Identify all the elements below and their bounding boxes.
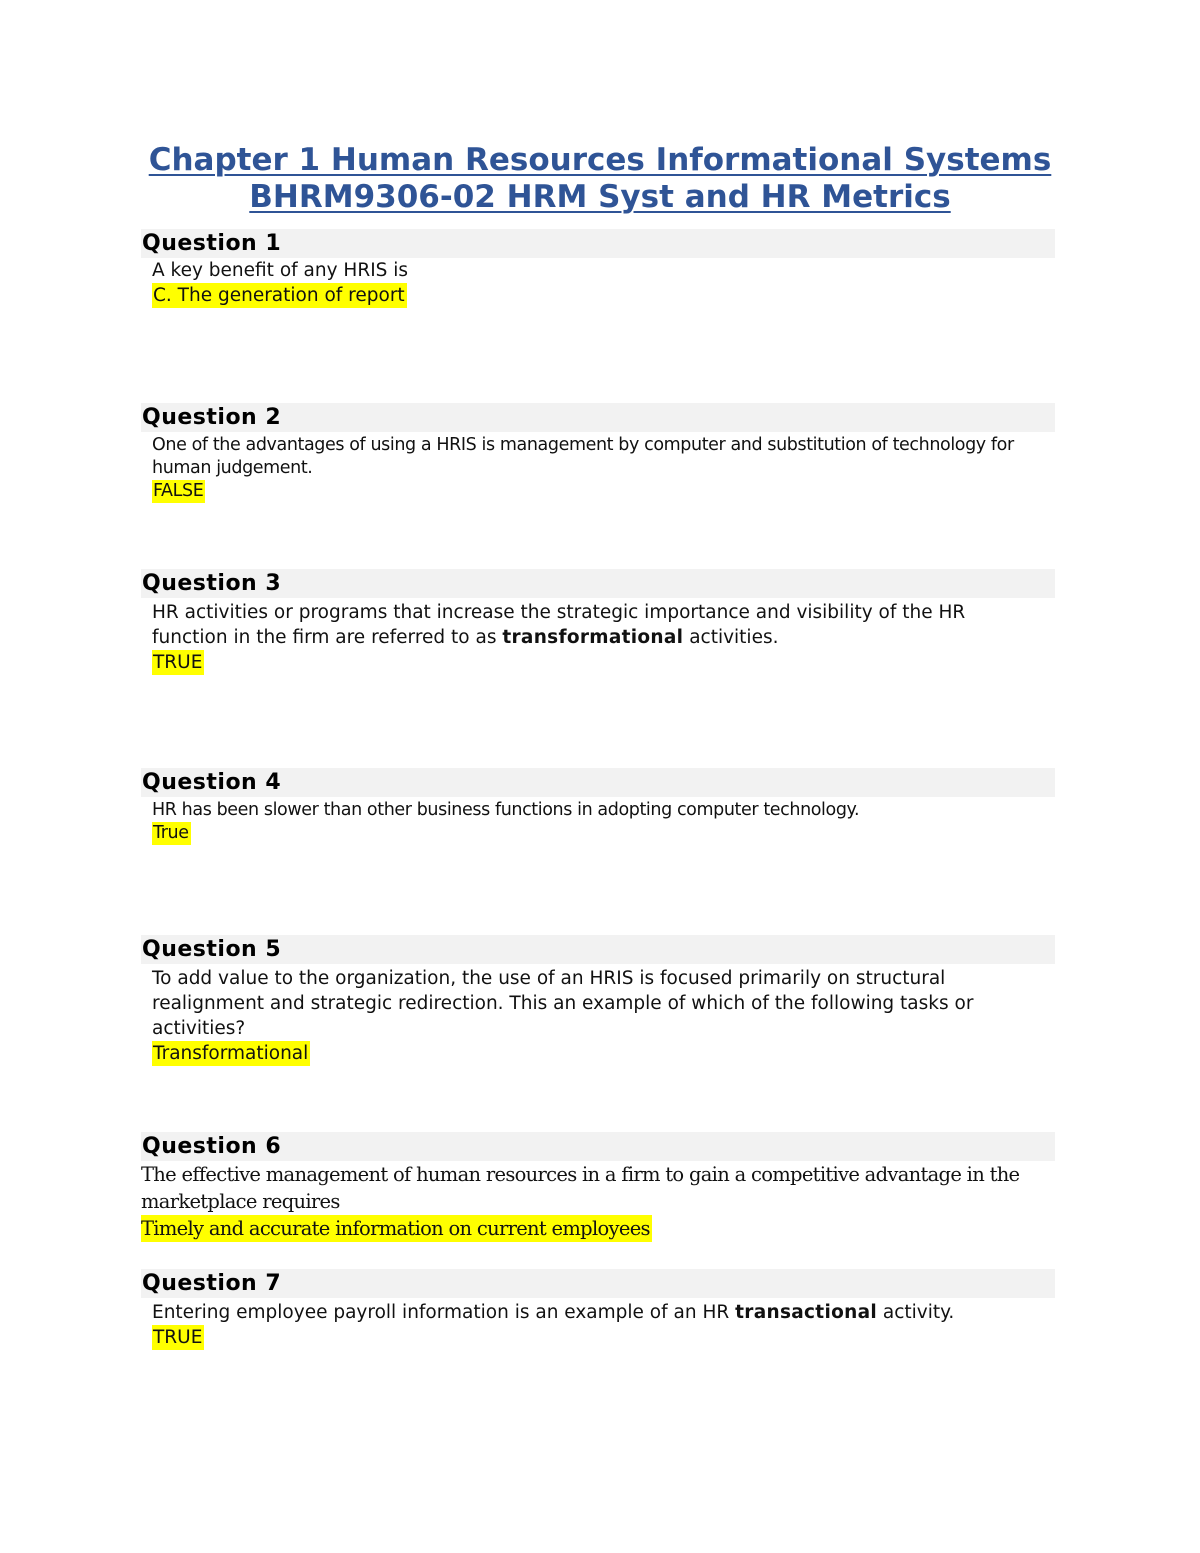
answer-highlight: TRUE bbox=[153, 1327, 203, 1348]
question-text bbox=[141, 598, 1055, 675]
question-prompt-end: activities. bbox=[683, 627, 779, 648]
document-title-line-2: BHRM9306-02 HRM Syst and HR Metrics bbox=[249, 179, 951, 215]
question-text bbox=[141, 258, 1055, 308]
question-prompt: A key benefit of any HRIS is bbox=[152, 260, 409, 281]
question-prompt-end: activity. bbox=[877, 1302, 955, 1323]
question-heading: Question 7 bbox=[141, 1269, 1055, 1298]
answer-highlight: TRUE bbox=[153, 652, 203, 673]
document-title-line-1: Chapter 1 Human Resources Informational Systems bbox=[148, 142, 1052, 178]
question-3 bbox=[141, 569, 1055, 675]
question-heading: Question 2 bbox=[141, 403, 1055, 432]
answer-highlight: C. The generation of report bbox=[153, 285, 405, 306]
question-4 bbox=[141, 768, 1055, 845]
question-text bbox=[141, 432, 1055, 503]
question-prompt: One of the advantages of using a HRIS is management by computer and substitution of technology for human judgement. bbox=[152, 435, 1014, 478]
question-text bbox=[141, 964, 1055, 1066]
answer-highlight: True bbox=[153, 823, 189, 843]
question-text bbox=[141, 797, 1055, 845]
question-prompt: HR has been slower than other business functions in adopting computer technology. bbox=[152, 800, 860, 820]
question-6 bbox=[141, 1132, 1055, 1242]
question-prompt-start: HR activities or programs that increase the strategic importance and visibility of the HR function in the firm are referred to as bbox=[152, 602, 966, 648]
question-heading: Question 4 bbox=[141, 768, 1055, 797]
question-7 bbox=[141, 1269, 1055, 1350]
question-text bbox=[141, 1161, 1055, 1242]
question-text bbox=[141, 1298, 1055, 1350]
answer-highlight: FALSE bbox=[153, 481, 204, 501]
question-5 bbox=[141, 935, 1055, 1066]
question-heading: Question 3 bbox=[141, 569, 1055, 598]
question-1 bbox=[141, 229, 1055, 308]
question-keyword: transformational bbox=[502, 627, 684, 648]
question-2 bbox=[141, 403, 1055, 503]
question-prompt-start: Entering employee payroll information is an example of an HR bbox=[152, 1302, 736, 1323]
question-prompt: To add value to the organization, the use of an HRIS is focused primarily on structural realignment and strategic redirection. This an example of which of the following tasks or activities? bbox=[152, 968, 974, 1039]
question-heading: Question 1 bbox=[141, 229, 1055, 258]
answer-highlight: Transformational bbox=[153, 1043, 309, 1064]
question-heading: Question 6 bbox=[141, 1132, 1055, 1161]
question-heading: Question 5 bbox=[141, 935, 1055, 964]
answer-highlight: Timely and accurate information on current employees bbox=[141, 1217, 650, 1240]
question-prompt: The effective management of human resources in a firm to gain a competitive advantage in the marketplace requires bbox=[141, 1163, 1020, 1213]
question-keyword: transactional bbox=[735, 1302, 877, 1323]
